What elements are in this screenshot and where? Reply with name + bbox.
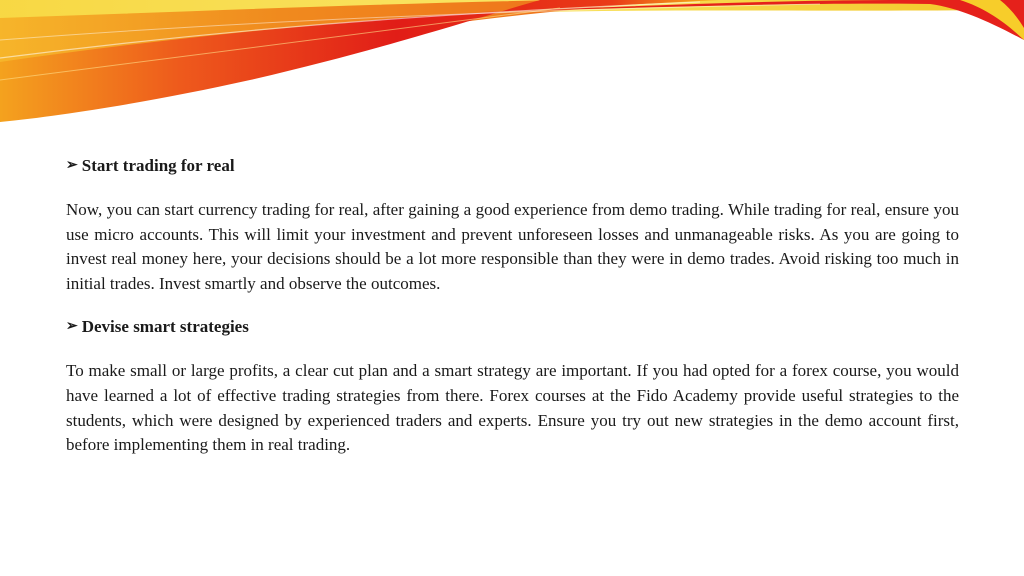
section-heading-text: Devise smart strategies <box>81 317 249 337</box>
section-body-devise-strategies: To make small or large profits, a clear cut plan and a smart strategy are important. If you had opted for a forex course, you would have learned a lot of effective trading strategies from there. Forex courses at the Fido Academy provide useful strategies to the students, which were designed by experienced traders and experts. Ensure you try out new strategies in the demo account first, before implementing them in real trading. <box>66 361 959 455</box>
decorative-swoosh-banner <box>0 0 1024 130</box>
section-heading-start-trading <box>66 154 959 178</box>
arrowhead-bullet-icon: ➢ <box>66 319 78 335</box>
section-body-start-trading: Now, you can start currency trading for real, after gaining a good experience from demo trading. While trading for real, ensure you use micro accounts. This will limit your investment and prevent unforeseen losses and unmanageable risks. As you are going to invest real money here, your decisions should be a lot more responsible than they were in demo trades. Avoid risking too much in initial trades. Invest smartly and observe the outcomes. <box>66 200 959 293</box>
section-heading-devise-strategies <box>66 315 959 339</box>
slide-content <box>66 154 959 477</box>
arrowhead-bullet-icon: ➢ <box>66 158 78 173</box>
section-heading-text: Start trading for real <box>81 156 235 175</box>
